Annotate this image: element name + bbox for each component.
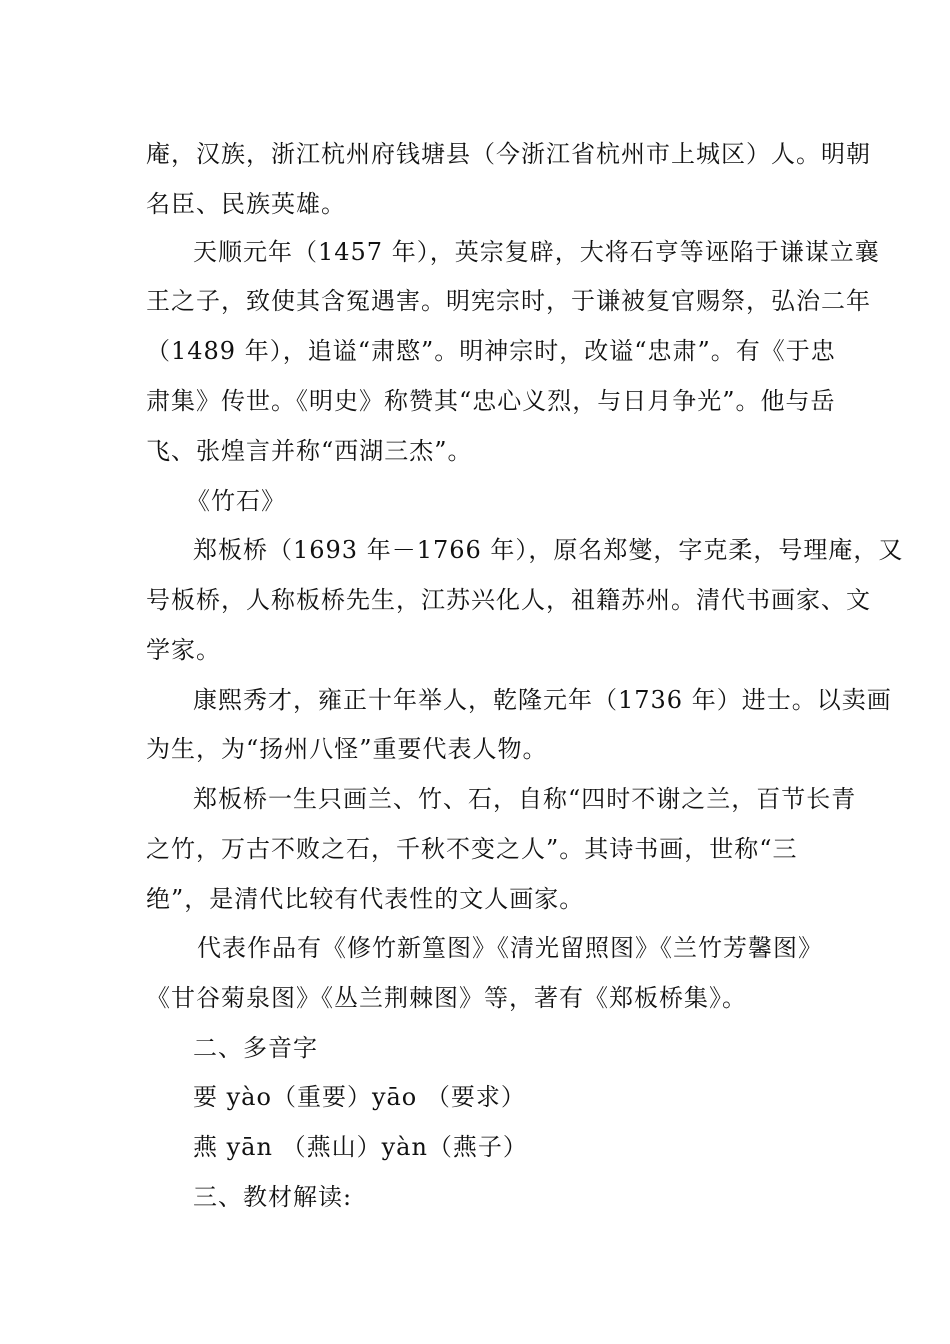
text-line: 王之子，致使其含冤遇害。明宪宗时，于谦被复官赐祭，弘治二年 xyxy=(146,287,871,315)
text-line: 学家。 xyxy=(146,636,221,664)
text-line: 郑板桥（1693 年－1766 年），原名郑燮，字克柔，号理庵，又 xyxy=(193,536,904,564)
text-line: （1489 年），追谥“肃愍”。明神宗时，改谥“忠肃”。有《于忠 xyxy=(146,337,836,365)
text-line: 康熙秀才，雍正十年举人，乾隆元年（1736 年）进士。以卖画 xyxy=(193,686,892,714)
text-line: 为生，为“扬州八怪”重要代表人物。 xyxy=(146,735,548,763)
text-line: 名臣、民族英雄。 xyxy=(146,190,346,218)
text-line: 绝”，是清代比较有代表性的文人画家。 xyxy=(146,885,585,913)
text-line: 郑板桥一生只画兰、竹、石，自称“四时不谢之兰，百节长青 xyxy=(193,785,857,813)
section-heading: 《竹石》 xyxy=(186,487,286,515)
section-heading: 三、教材解读: xyxy=(193,1183,353,1211)
text-line: 天顺元年（1457 年），英宗复辟，大将石亨等诬陷于谦谋立襄 xyxy=(193,238,880,266)
text-line: 《甘谷菊泉图》《丛兰荆棘图》等，著有《郑板桥集》。 xyxy=(146,984,747,1012)
text-line: 要 yào（重要）yāo （要求） xyxy=(193,1083,526,1111)
text-line: 号板桥，人称板桥先生，江苏兴化人，祖籍苏州。清代书画家、文 xyxy=(146,586,871,614)
section-heading: 二、多音字 xyxy=(193,1034,318,1062)
text-line: 肃集》传世。《明史》称赞其“忠心义烈，与日月争光”。他与岳 xyxy=(146,387,836,415)
text-line: 代表作品有《修竹新篁图》《清光留照图》《兰竹芳馨图》 xyxy=(197,934,823,962)
text-line: 之竹，万古不败之石，千秋不变之人”。其诗书画，世称“三 xyxy=(146,835,798,863)
text-line: 燕 yān （燕山）yàn（燕子） xyxy=(193,1133,528,1161)
text-line: 庵，汉族，浙江杭州府钱塘县（今浙江省杭州市上城区）人。明朝 xyxy=(146,140,871,168)
text-line: 飞、张煌言并称“西湖三杰”。 xyxy=(146,437,473,465)
